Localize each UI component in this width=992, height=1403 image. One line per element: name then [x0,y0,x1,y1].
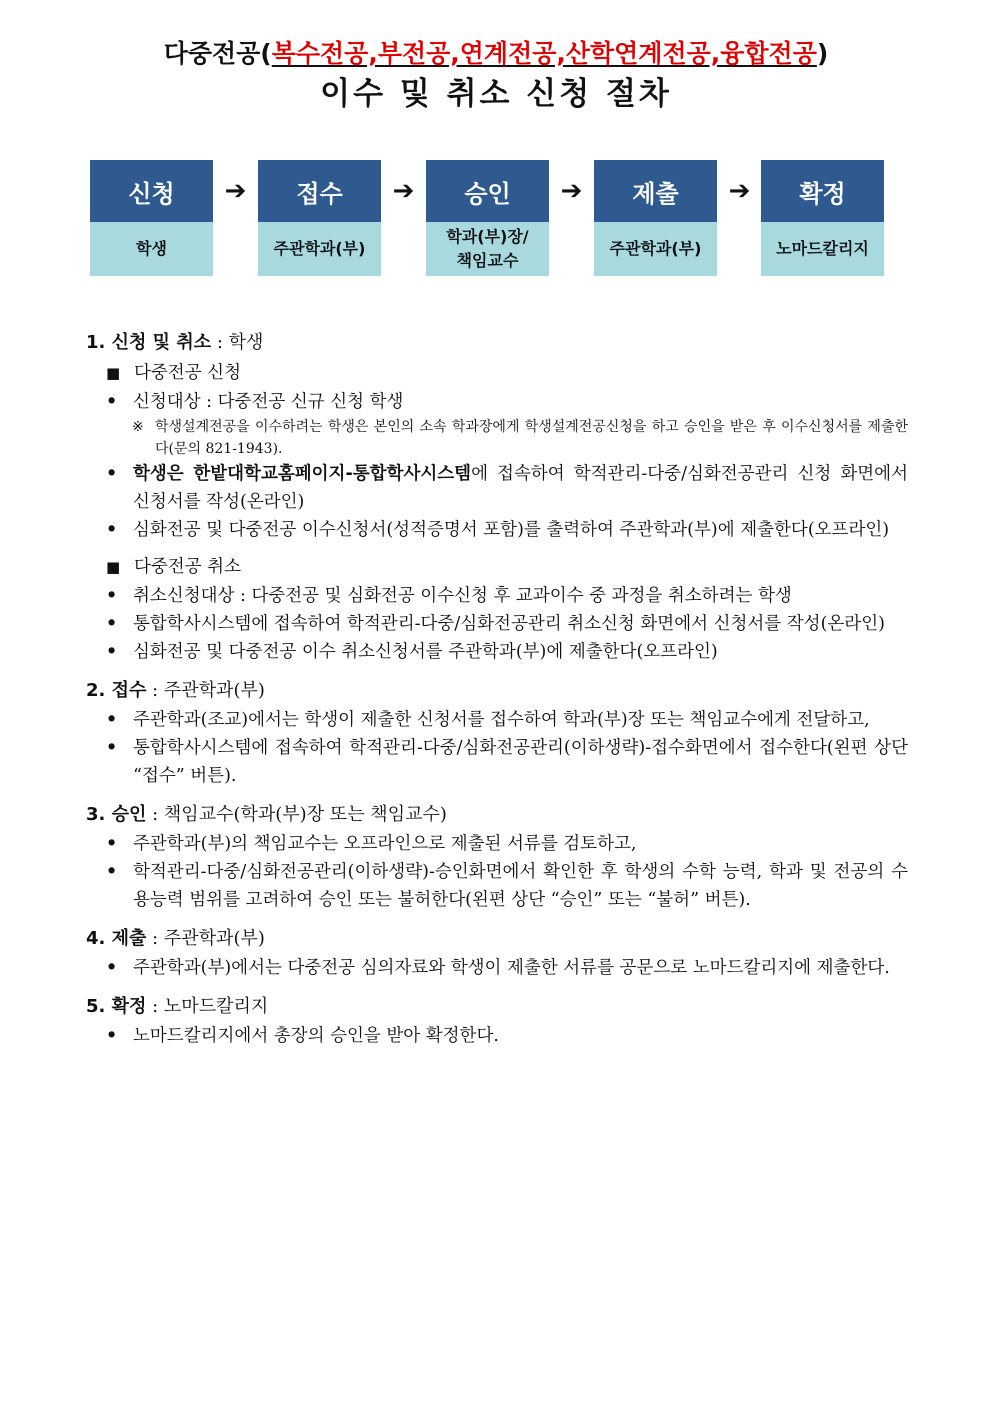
flow-step-head: 신청 [90,160,213,222]
list-item: • 심화전공 및 다중전공 이수 취소신청서를 주관학과(부)에 제출한다(오프라인) [86,638,908,666]
section-actor: : 노마드칼리지 [146,996,269,1017]
emphasis-text: 학생은 한밭대학교홈페이지-통합학사시스템 [133,464,472,484]
flow-step-actor: 노마드칼리지 [761,222,884,276]
section-title: 5. 확정 [86,996,147,1017]
flow-step-actor: 학과(부)장/ 책임교수 [426,222,549,276]
list-item: • 학생은 한밭대학교홈페이지-통합학사시스템에 접속하여 학적관리-다중/심화전공관리 신청 화면에서 신청서를 작성(온라인) [86,460,908,516]
list-item: • 심화전공 및 다중전공 이수신청서(성적증명서 포함)를 출력하여 주관학과(부)에 제출한다(오프라인) [86,516,908,544]
list-item: • 취소신청대상 : 다중전공 및 심화전공 이수신청 후 교과이수 중 과정을 취소하려는 학생 [86,582,908,610]
flow-step-confirm [761,160,884,276]
flow-step-actor: 학생 [90,222,213,276]
procedure-body [86,328,908,1050]
document-subtitle: 이수 및 취소 신청 절차 [320,76,672,112]
list-item: • 신청대상 : 다중전공 신규 신청 학생 [86,388,908,416]
section-heading-1 [86,328,908,358]
list-item: • 학적관리-다중/심화전공관리(이하생략)-승인화면에서 확인한 후 학생의 수학 능력, 학과 및 전공의 수용능력 범위를 고려하여 승인 또는 불허한다(왼편 상단 “승인” 또는 “불허” 버튼). [86,858,908,914]
arrow-right-icon: ➔ [224,176,247,206]
list-item: • 노마드칼리지에서 총장의 승인을 받아 확정한다. [86,1022,908,1050]
note-text: ※ 학생설계전공을 이수하려는 학생은 본인의 소속 학과장에게 학생설계전공신청을 하고 승인을 받은 후 이수신청서를 제출한다(문의 821-1943). [86,416,908,460]
section-actor: : 학생 [211,332,264,353]
section-heading-4 [86,924,908,954]
section-actor: : 주관학과(부) [146,680,265,701]
list-item: • 주관학과(부)에서는 다중전공 심의자료와 학생이 제출한 서류를 공문으로 노마드칼리지에 제출한다. [86,954,908,982]
flow-step-actor: 주관학과(부) [594,222,717,276]
flow-step-receive [258,160,381,276]
group-title: ■ 다중전공 신청 [86,358,908,388]
section-actor: : 주관학과(부) [146,928,265,949]
flow-step-submit [594,160,717,276]
section-heading-2 [86,676,908,706]
flow-step-head: 승인 [426,160,549,222]
flow-step-head: 접수 [258,160,381,222]
title-highlight: 복수전공,부전공,연계전공,산학연계전공,융합전공 [271,39,817,68]
flow-step-approve [426,160,549,276]
arrow-right-icon: ➔ [728,176,751,206]
arrow-right-icon: ➔ [560,176,583,206]
list-item: • 주관학과(부)의 책임교수는 오프라인으로 제출된 서류를 검토하고, [86,830,908,858]
section-title: 3. 승인 [86,804,147,825]
flow-step-head: 제출 [594,160,717,222]
list-item: • 주관학과(조교)에서는 학생이 제출한 신청서를 접수하여 학과(부)장 또는 책임교수에게 전달하고, [86,706,908,734]
flow-step-actor: 주관학과(부) [258,222,381,276]
section-title: 4. 제출 [86,928,147,949]
list-item: • 통합학사시스템에 접속하여 학적관리-다중/심화전공관리 취소신청 화면에서 신청서를 작성(온라인) [86,610,908,638]
section-actor: : 책임교수(학과(부)장 또는 책임교수) [146,804,447,825]
title-suffix: ) [816,39,829,68]
section-heading-3 [86,800,908,830]
section-heading-5 [86,992,908,1022]
title-prefix: 다중전공( [163,39,272,68]
section-title: 1. 신청 및 취소 [86,332,212,353]
group-title: ■ 다중전공 취소 [86,552,908,582]
arrow-right-icon: ➔ [392,176,415,206]
flow-step-apply [90,160,213,276]
flow-step-head: 확정 [761,160,884,222]
list-item: • 통합학사시스템에 접속하여 학적관리-다중/심화전공관리(이하생략)-접수화면에서 접수한다(왼편 상단 “접수” 버튼). [86,734,908,790]
process-flow [90,160,884,276]
document-title [0,36,992,72]
section-title: 2. 접수 [86,680,147,701]
